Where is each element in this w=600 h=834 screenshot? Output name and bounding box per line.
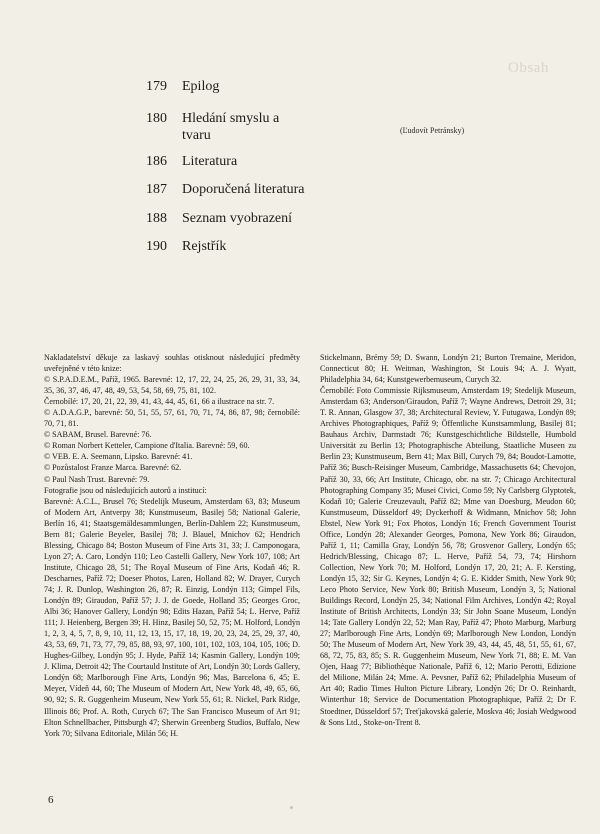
toc-entry-seznam: [146, 210, 362, 227]
toc-page-number: 187: [146, 182, 167, 197]
credit-ketteler: © Roman Norbert Ketteler, Campione d'Italia. Barevné: 59, 60.: [44, 441, 250, 451]
credits-intro: Nakladatelství děkuje za laskavý souhlas otisknout následující předměty uveřejněné v této knize:: [44, 353, 300, 374]
photo-credits-bw: Černobílé: Foto Commissie Rijksmuseum, Amsterdam 19; Stedelijk Museum, Amsterdam 63; Anderson/Giraudon, Paříž 7; Wayne Andrews, Detroit 29, 31; T. R. Annan, Glasgow 37, 38; Architectural Review, Y. Futugawa, Londýn 89; Archives Photographiques, Paříž 9; Öffentliche Kunstsammlung, Basilej 81; Bauhaus Archiv, Darmstadt 76; Kunstgeschichtliche Bildstelle, Humbold Universität zu Berlin 13; Photographische Abteilung, Staatliche Museen zu Berlin 23; Kunstmuseum, Bern 41; Max Bill, Curych 79, 84; Boudot-Lamotte, Paříž 36; Busch-Reisinger Museum, Cambridge, Massachusetts 64; Chevojon, Paříž 30, 33, 66; Art Institute, Chicago, obr. na str. 7; Chicago Architectural Photographing Company 35; Musei Civici, Como 59; Ny Carlsberg Glyptotek, Kodaň 10; Galerie Creuzevault, Paříž 82; Mme van Doesburg, Meudon 60; Kunstmuseum, Düsseldorf 49; Dyckerhoff & Widmann, Mnichov 58; John Ebstel, New York 91; Fox Photos, Londýn 16; French Government Tourist Office, Londýn 28; Alexander Georges, Pomona, New York 86; Giraudon, Paříž 1, 11; Camilla Gray, Londýn 56, 78; Grosvenor Gallery, Londýn 65; Hedrich/Blessing, Chicago 87; L. Herve, Paříž 54, 73, 74; Hirshorn Collection, New York 70; M. Holford, Londýn 17, 20, 21; A. F. Kersting, Londýn 15, 32; Sir G. Keynes, Londýn 4; G. E. Kidder Smith, New York 90; Leco Photo Service, New York 80; British Museum, Londýn 3, 5; National Buildings Record, Londýn 25, 34; National Film Archives, Londýn 42; Royal Institute of British Architects, Londýn 33; Sir John Soane Museum, Londýn 14; Tate Gallery Londýn 22, 52; Man Ray, Paříž 47; Photo Marburg, Marburg 27; Marlborough Fine Arts, Londýn 69; Marlborough New London, Londýn 50; The Museum of Modern Art, New York 39, 43, 44, 45, 48, 51, 55, 61, 67, 68, 72, 75, 83, 85; S. R. Guggenheim Museum, New York 71, 88; E. M. Van Ojen, Haag 77; Bibliothèque Nationale, Paříž 6, 12; Mario Perotti, Edizione del Milione, Milán 24; Mme. A. Pevsner, Paříž 62; Philadelphia Museum of Art 40; Radio Times Hulton Picture Library, Londýn 26; Dr O. Reinhardt, Winterthur 18; Service de Documentation Photographique, Paříž 2; Dr F. Stoedtner, Düsseldorf 57; Treťjakovská galerie, Moskva 46; Josiah Wedgwood & Sons Ltd., Stoke-on-Trent 8.: [320, 386, 576, 727]
credit-spadem-bw: Černobílé: 17, 20, 21, 22, 39, 41, 43, 44, 45, 61, 66 a ilustrace na str. 7.: [44, 397, 275, 407]
paper-speck: [290, 806, 293, 809]
credits-column-left: [44, 352, 300, 739]
toc-entry-epilog: [146, 78, 362, 95]
toc-title: Doporučená literatura: [182, 182, 305, 197]
toc-title: Rejstřík: [182, 239, 227, 254]
toc-entry-literatura: [146, 153, 362, 170]
credits-column-right: [320, 352, 576, 728]
credit-nash: © Paul Nash Trust. Barevné: 79.: [44, 474, 150, 484]
toc-page-number: 190: [146, 239, 167, 254]
toc-page-number: 179: [146, 79, 167, 94]
toc-title: Literatura: [182, 154, 238, 169]
credit-seemann: © VEB. E. A. Seemann, Lipsko. Barevné: 41.: [44, 452, 193, 462]
toc-entry-hledani: [146, 110, 282, 144]
toc-page-number: 188: [146, 211, 167, 226]
credit-sabam: © SABAM, Brusel. Barevné: 76.: [44, 430, 152, 440]
page-number: 6: [48, 794, 54, 806]
credit-marc: © Pozůstalost Franze Marca. Barevné: 62.: [44, 463, 182, 473]
toc-title: Hledání smyslu a tvaru: [182, 111, 280, 143]
photo-credits-color: Barevné: A.C.L., Brusel 76; Stedelijk Museum, Amsterdam 63, 83; Museum of Modern Art, Antverpy 38; Kunstmuseum, Basilej 58; National Galerie, Berlín 16, 41; Staatsgemäldesammlungen, Berlín-Dahlem 22; Kunstmuseum, Bern 81; Galerie Beyeler, Basilej 78; J. Blauel, Mnichov 62; Hendrich Blessing, Chicago 84; Boston Museum of Fine Arts 31, 33; J. Camponogara, Lyon 27; A. Caro, Londýn 110; Leo Castelli Gallery, New York 107, 108; Art Institute, Chicago 28, 51; The Royal Museum of Fine Arts, Kodaň 46; R. Descharnes, Paříž 72; Doeser Photos, Laren, Holland 82; W. Drayer, Curych 74; J. R. Dunlop, Washington 26, 87; R. Einzig, Londýn 113; Gimpel Fils, Londýn 89; Giraudon, Paříž 57; J. J. de Goede, Holland 35; Georges Groc, Albi 36; Hanover Gallery, Londýn 98; Edits Hazan, Paříž 54; L. Herve, Paříž 111; J. Heienberg, Bergen 39; H. Hinz, Basilej 50, 52, 75; M. Holford, Londýn 1, 2, 3, 4, 5, 7, 8, 9, 10, 11, 12, 13, 15, 17, 18, 19, 20, 23, 24, 25, 29, 37, 40, 43, 53, 69, 71, 73, 77, 79, 85, 88, 93, 97, 100, 101, 102, 103, 104, 105, 106; D. Hughes-Gilbey, Londýn 95; J. Hyde, Paříž 14; Kasmin Gallery, Londýn 109; J. Klima, Detroit 42; The Courtauld Institute of Art, Londýn 30; Lords Gallery, Londýn 68; Marlborough Fine Arts, Londýn 96; Mas, Barcelona 6, 45; E. Meyer, Vídeň 44, 60; The Museum of Modern Art, New York 48, 49, 65, 66, 90, 92; S. R. Guggenheim Museum, New York 55, 61; R. Nickel, Park Ridge, Illinois 86; Prof. A. Roth, Curych 67; The San Francisco Museum of Art 91; Elton Schnellbacher, Pittsburgh 47; Sherwin Greenberg Studios, Buffalo, New York 70; Silvana Editoriale, Milán 56; H.: [44, 496, 300, 738]
toc-entry-doporucena: [146, 181, 362, 198]
toc-title: Seznam vyobrazení: [182, 211, 293, 226]
credit-adagp: © A.D.A.G.P., barevné: 50, 51, 55, 57, 61, 70, 71, 74, 86, 87, 98; černobílé: 70, 71, 81.: [44, 408, 300, 429]
credit-spadem: © S.P.A.D.E.M., Paříž, 1965. Barevné: 12, 17, 22, 24, 25, 26, 29, 31, 33, 34, 35, 36, 37, 46, 47, 48, 49, 53, 54, 58, 69, 75, 81, 102.: [44, 375, 300, 396]
toc-author-note: (Ľudovít Petránsky): [400, 126, 465, 135]
photo-credits-color-cont: Stickelmann, Brémy 59; D. Swann, Londýn 21; Burton Tremaine, Meridon, Connecticut 80; H. Weitman, Washington, St Louis 94; A. J. Wyatt, Philadelphia 34, 64; Kunstgewerbemuseum, Curych 32.: [320, 353, 576, 385]
toc-title: Epilog: [182, 79, 220, 94]
toc-page-number: 186: [146, 154, 167, 169]
photo-credits-heading: Fotografie jsou od následujících autorů a institucí:: [44, 485, 207, 495]
toc-page-number: 180: [146, 111, 167, 126]
toc-entry-rejstrik: [146, 238, 362, 255]
show-through-text: Obsah: [508, 60, 549, 76]
